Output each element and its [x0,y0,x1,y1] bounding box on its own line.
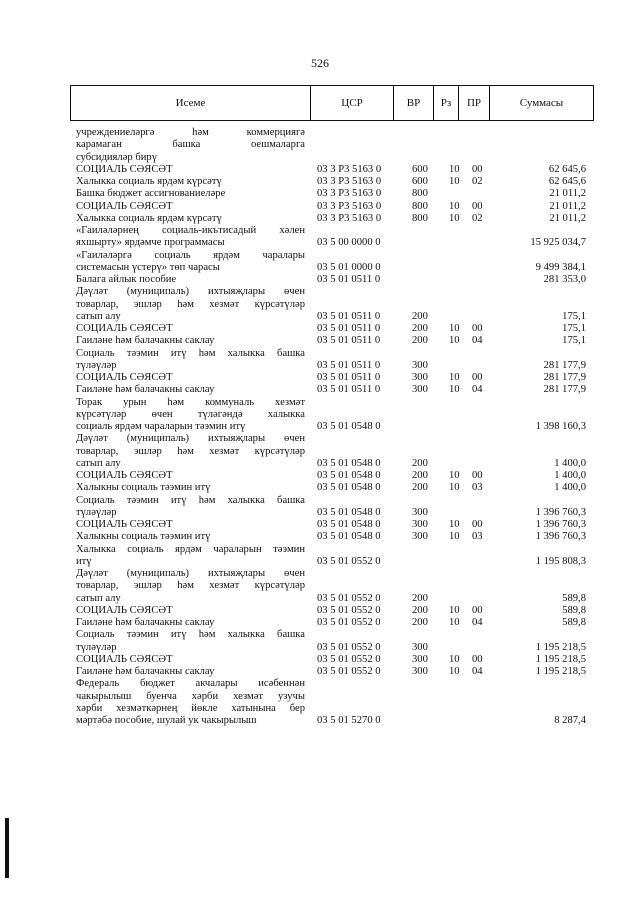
row-sum: 589,8 [562,592,586,604]
row-sum [480,152,586,164]
row-pr: 04 [472,666,483,677]
row-csr: 03 5 01 0552 0 [317,555,381,567]
row-sum: 281 177,9 [543,384,586,396]
row-name-line: Дәүләт (муниципаль) ихтыяҗлары өчен [76,286,305,298]
table-row [0,531,640,543]
row-vr: 600 [412,163,428,175]
row-name-line: Балага айлык пособие [76,274,177,285]
row-sum: 175,1 [562,310,586,322]
row-rz: 10 [449,384,460,396]
row-name-line: түләүләр [76,641,117,653]
row-sum: 1 195 218,5 [535,653,586,665]
row-csr: 03 5 01 0548 0 [317,421,381,432]
row-name-line: Социаль тәэмин итү һәм халыкка башка [76,494,305,506]
header-pr: ПР [458,86,489,120]
row-sum: 1 396 760,3 [535,519,586,530]
table-row [0,433,640,470]
row-name-line: СОЦИАЛЬ СӘЯСӘТ [76,163,173,175]
row-vr: 200 [412,323,428,334]
row-csr: 03 5 01 0552 0 [317,604,381,616]
header-sum: Суммасы [489,86,593,120]
row-rz: 10 [449,482,460,494]
row-name-line: Дәүләт (муниципаль) ихтыяҗлары өчен [76,568,305,579]
row-rz: 10 [449,200,460,212]
row-vr: 200 [412,617,428,628]
row-rz: 10 [449,335,460,347]
row-rz [449,642,463,654]
row-csr: 03 3 Р3 5163 0 [317,163,382,175]
row-pr: 00 [472,470,483,481]
row-sum: 1 400,0 [554,470,586,481]
row-csr: 03 5 01 5270 0 [317,715,381,726]
row-sum: 1 195 808,3 [535,555,586,567]
row-name-line: Халыкка социаль ярдәм күрсәтү [76,212,222,224]
row-name-line: Дәүләт (муниципаль) ихтыяҗлары өчен [76,433,305,445]
row-pr: 04 [472,384,483,396]
row-rz: 10 [449,176,460,187]
row-rz [449,593,463,605]
row-name-line: Федераль бюджет акчалары исәбеннән [76,678,305,690]
row-csr: 03 3 Р3 5163 0 [317,212,382,224]
row-name-line: Халыкны социаль тәэмин итү [76,531,211,543]
row-pr: 00 [472,163,483,175]
row-vr: 200 [412,457,428,469]
row-name-line: Гаиләне һәм балачакны саклау [76,335,215,347]
row-csr: 03 5 01 0548 0 [317,457,381,469]
row-csr: 03 5 00 0000 0 [317,237,381,249]
row-pr: 04 [472,617,483,628]
row-rz: 10 [449,617,460,628]
row-rz [449,556,463,568]
row-vr: 200 [412,310,428,322]
row-pr: 00 [472,653,483,665]
row-csr: 03 3 Р3 5163 0 [317,188,382,200]
row-vr: 800 [412,200,428,212]
row-sum: 62 645,6 [548,176,586,187]
row-csr: 03 5 01 0552 0 [317,641,381,653]
row-vr: 200 [412,470,428,481]
row-name-line: СОЦИАЛЬ СӘЯСӘТ [76,200,173,212]
row-csr: 03 3 Р3 5163 0 [317,176,382,187]
row-name-line: Гаиләне һәм балачакны саклау [76,384,215,396]
table-row [0,666,640,678]
row-vr: 300 [412,359,428,371]
row-pr: 03 [472,482,483,494]
row-name-line: учреждениеләргә һәм коммерциягә [76,127,305,138]
row-vr: 200 [412,482,428,494]
row-csr: 03 5 01 0548 0 [317,506,381,518]
row-name-line: Социаль тәэмин итү һәм халыкка башка [76,629,305,641]
row-name-line: СОЦИАЛЬ СӘЯСӘТ [76,653,173,665]
row-rz: 10 [449,519,460,530]
scan-edge-bar [5,818,9,878]
row-csr: 03 5 01 0552 0 [317,653,381,665]
row-pr: 00 [472,200,483,212]
row-csr: 03 5 01 0511 0 [317,310,381,322]
row-pr: 02 [472,212,483,224]
row-csr: 03 5 01 0511 0 [317,372,381,383]
row-name-line: сатып алу [76,592,121,604]
row-sum: 281 177,9 [543,372,586,383]
row-pr: 02 [472,176,483,187]
row-rz: 10 [449,212,460,224]
row-name-line: итү [76,555,92,567]
row-name-line: Башка бюджет ассигнованиеләре [76,188,226,200]
table-row [0,384,640,396]
row-vr [412,556,432,568]
row-csr: 03 5 01 0511 0 [317,323,381,334]
table-row [0,519,640,531]
row-csr: 03 5 01 0548 0 [317,519,381,530]
row-sum: 21 011,2 [549,212,586,224]
row-name-line: түләүләр [76,359,117,371]
row-pr: 03 [472,531,483,543]
row-rz [449,360,463,372]
row-name-line: СОЦИАЛЬ СӘЯСӘТ [76,470,173,481]
table-row [0,482,640,494]
row-sum: 21 011,2 [549,200,586,212]
row-vr [412,237,432,249]
row-pr: 00 [472,372,483,383]
row-vr: 800 [412,212,428,224]
row-name-line: Торак урын һәм коммуналь хезмәт [76,396,305,408]
row-sum: 175,1 [562,335,586,347]
table-row [0,654,640,666]
row-rz: 10 [449,666,460,677]
row-sum: 1 195 218,5 [535,641,586,653]
header-vr: ВР [393,86,433,120]
row-rz [449,262,463,274]
row-sum: 589,8 [562,617,586,628]
row-name-line: яхшырту» ярдәмче программасы [76,237,225,249]
row-csr: 03 5 01 0511 0 [317,274,381,285]
row-csr: 03 3 Р3 5163 0 [317,200,382,212]
table-row [0,188,640,200]
row-vr: 300 [412,519,428,530]
row-sum: 1 396 760,3 [535,531,586,543]
table-row [0,201,640,213]
row-csr: 03 5 01 0511 0 [317,335,381,347]
row-vr: 200 [412,335,428,347]
row-sum: 1 400,0 [554,457,586,469]
table-row [0,470,640,482]
row-name-line: Халыкны социаль тәэмин итү [76,482,211,494]
row-name-line: чакырылыш буенча хәрби хезмәт узучы [76,690,305,702]
header-rz: Рз [433,86,458,120]
row-csr: 03 5 01 0552 0 [317,666,381,677]
header-csr: ЦСР [310,86,393,120]
row-vr: 200 [412,604,428,616]
row-sum: 9 499 384,1 [535,261,586,273]
table-row [0,568,640,605]
row-csr: 03 5 01 0548 0 [317,482,381,494]
table-row [0,286,640,323]
table-row [0,544,640,569]
row-rz [449,152,463,164]
row-sum: 62 645,6 [548,163,586,175]
row-name-line: «Гаиләләрнең социаль-икътисадый хәлен [76,225,305,236]
table-row [0,605,640,617]
row-rz [449,311,463,323]
table-row [0,348,640,373]
row-name-line: субсидияләр бирү [76,151,157,163]
row-rz [449,188,463,200]
table-row [0,397,640,434]
row-name-line: сатып алу [76,457,121,469]
table-header [70,85,594,121]
row-rz [449,421,463,433]
row-name-line: хәрби хезмәткәрнең йөкле хатынына бер [76,702,305,714]
row-name-line: күрсәтүләр өчен түләгәндә халыкка [76,408,305,420]
row-name-line: Гаиләне һәм балачакны саклау [76,666,215,677]
row-csr: 03 5 01 0548 0 [317,531,381,543]
row-vr: 300 [412,641,428,653]
row-csr: 03 5 01 0000 0 [317,261,381,273]
row-csr: 03 5 01 0511 0 [317,359,381,371]
row-vr: 300 [412,531,428,543]
row-name-line: СОЦИАЛЬ СӘЯСӘТ [76,323,173,334]
row-rz [449,274,463,286]
row-name-line: карамаган башка оешмаларга [76,139,305,151]
row-vr: 300 [412,666,428,677]
table-row [0,164,640,176]
row-name-line: системасын үстерү» төп чарасы [76,261,220,273]
row-name-line: Социаль тәэмин итү һәм халыкка башка [76,347,305,359]
row-sum: 15 925 034,7 [530,237,586,249]
row-name-line: товарлар, эшләр һәм хезмәт күрсәтүләр [76,298,305,310]
row-name-line: түләүләр [76,506,117,518]
row-name-line: мәртәбә пособие, шулай ук чакырылыш [76,715,257,726]
row-rz: 10 [449,604,460,616]
row-pr: 00 [472,323,483,334]
page-number: 526 [311,56,329,70]
row-name-line: «Гаиләләргә социаль ярдәм чаралары [76,249,305,261]
row-rz: 10 [449,323,460,334]
row-rz: 10 [449,531,460,543]
header-name: Исеме [175,97,206,109]
row-sum: 1 400,0 [554,482,586,494]
row-name-line: СОЦИАЛЬ СӘЯСӘТ [76,372,173,383]
row-rz [449,458,463,470]
row-csr: 03 5 01 0548 0 [317,470,381,481]
row-sum: 281 353,0 [543,274,586,285]
row-vr [412,262,432,274]
row-vr [412,274,432,286]
row-vr: 300 [412,384,428,396]
row-sum: 175,1 [562,323,586,334]
table-row [0,127,640,164]
row-sum: 1 398 160,3 [535,421,586,432]
row-name-line: СОЦИАЛЬ СӘЯСӘТ [76,519,173,530]
row-rz [449,507,463,519]
table-row [0,372,640,384]
row-name-line: сатып алу [76,310,121,322]
row-vr: 300 [412,653,428,665]
row-name-line: товарлар, эшләр һәм хезмәт күрсәтүләр [76,445,305,457]
row-name-line: СОЦИАЛЬ СӘЯСӘТ [76,604,173,616]
row-sum: 281 177,9 [543,359,586,371]
row-sum: 8 287,4 [554,715,586,726]
row-name-line: Халыкка социаль ярдәм чараларын тәэмин [76,543,305,555]
row-name-line: Гаиләне һәм балачакны саклау [76,617,215,628]
row-rz [449,715,463,727]
row-rz: 10 [449,163,460,175]
row-name-line: социаль ярдәм чараларын тәэмин итү [76,421,246,432]
row-vr: 300 [412,372,428,383]
row-vr: 600 [412,176,428,187]
table-row [0,250,640,275]
row-sum: 21 011,2 [549,188,586,200]
row-name-line: товарлар, эшләр һәм хезмәт күрсәтүләр [76,580,305,592]
table-row [0,495,640,520]
row-vr: 300 [412,506,428,518]
row-pr: 00 [472,604,483,616]
row-rz [449,237,463,249]
row-sum: 589,8 [562,604,586,616]
row-pr: 04 [472,335,483,347]
table-row [0,213,640,225]
row-rz: 10 [449,653,460,665]
table-row [0,335,640,347]
table-row [0,176,640,188]
row-rz: 10 [449,470,460,481]
table-row [0,678,640,727]
row-pr: 00 [472,519,483,530]
row-sum: 1 195 218,5 [535,666,586,677]
table-row [0,274,640,286]
row-vr: 200 [412,592,428,604]
table-body [0,127,640,727]
row-vr [412,421,432,433]
row-csr: 03 5 01 0511 0 [317,384,381,396]
table-row [0,617,640,629]
row-vr [412,152,432,164]
row-sum: 1 396 760,3 [535,506,586,518]
row-csr: 03 5 01 0552 0 [317,617,381,628]
table-row [0,629,640,654]
row-vr [412,715,432,727]
row-name-line: Халыкка социаль ярдәм күрсәтү [76,176,222,187]
row-rz: 10 [449,372,460,383]
row-csr: 03 5 01 0552 0 [317,592,381,604]
table-row [0,225,640,250]
table-row [0,323,640,335]
row-vr: 800 [412,188,428,200]
